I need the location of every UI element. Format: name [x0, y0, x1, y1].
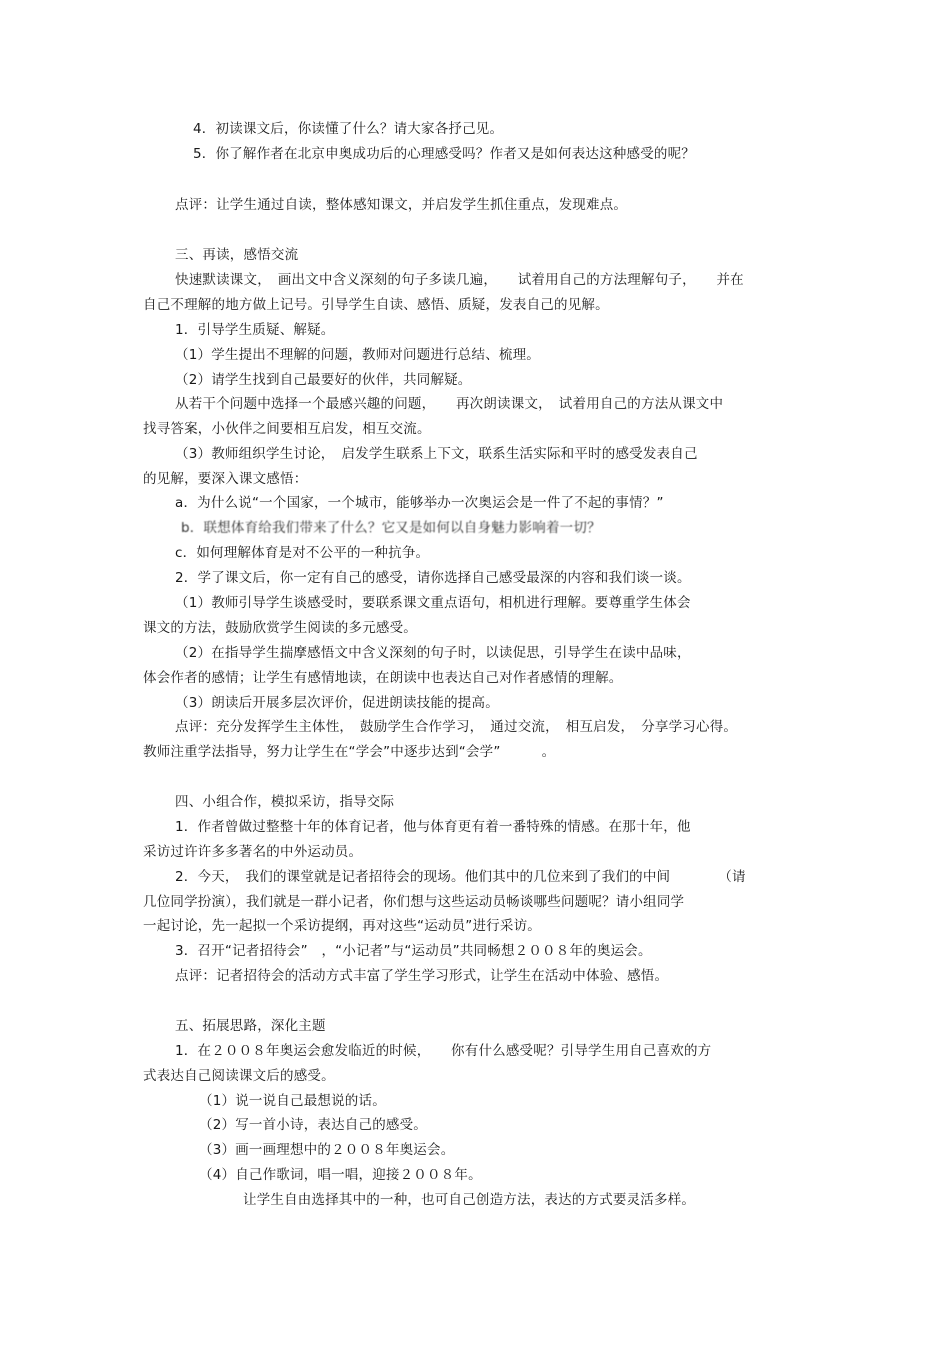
text-line: 2．今天， 我们的课堂就是记者招待会的现场。他们其中的几位来到了我们的中间 （请	[175, 869, 746, 885]
text-line: c．如何理解体育是对不公平的一种抗争。	[175, 545, 430, 561]
text-line: 一起讨论，先一起拟一个采访提纲，再对这些“运动员”进行采访。	[143, 918, 541, 934]
text-line: 2．学了课文后，你一定有自己的感受，请你选择自己感受最深的内容和我们谈一谈。	[175, 570, 691, 586]
text-line: 5．你了解作者在北京申奥成功后的心理感受吗？作者又是如何表达这种感受的呢？	[193, 146, 695, 162]
list-item: （3）画一画理想中的２００８年奥运会。	[199, 1142, 455, 1158]
text-line: （3）教师组织学生讨论， 启发学生联系上下文，联系生活实际和平时的感受发表自己	[175, 446, 698, 462]
text-line: a．为什么说“一个国家，一个城市，能够举办一次奥运会是一件了不起的事情？”	[175, 495, 664, 511]
text-line: 式表达自己阅读课文后的感受。	[143, 1068, 335, 1084]
comment-line: 点评：充分发挥学生主体性， 鼓励学生合作学习， 通过交流， 相互启发， 分享学习心得。	[175, 719, 738, 735]
text-line: 采访过许许多多著名的中外运动员。	[143, 844, 363, 860]
text-line: 找寻答案，小伙伴之间要相互启发，相互交流。	[143, 421, 431, 437]
text-line: （2）请学生找到自己最要好的伙伴，共同解疑。	[175, 372, 472, 388]
text-line: 从若干个问题中选择一个最感兴趣的问题， 再次朗读课文， 试着用自己的方法从课文中	[175, 396, 724, 412]
text-line: 1．作者曾做过整整十年的体育记者，他与体育更有着一番特殊的情感。在那十年，他	[175, 819, 691, 835]
text-line: 自己不理解的地方做上记号。引导学生自读、感悟、质疑，发表自己的见解。	[143, 297, 609, 313]
section-heading: 五、拓展思路，深化主题	[175, 1018, 326, 1034]
comment-line: 点评：记者招待会的活动方式丰富了学生学习形式，让学生在活动中体验、感悟。	[175, 968, 669, 984]
text-line: 体会作者的感情；让学生有感情地读，在朗读中也表达自己对作者感情的理解。	[143, 670, 623, 686]
text-line: 快速默读课文， 画出文中含义深刻的句子多读几遍， 试着用自己的方法理解句子， 并在	[175, 272, 744, 288]
text-line: （1）学生提出不理解的问题，教师对问题进行总结、梳理。	[175, 347, 540, 363]
text-line: 让学生自由选择其中的一种，也可自己创造方法，表达的方式要灵活多样。	[243, 1192, 696, 1208]
list-item: （1）说一说自己最想说的话。	[199, 1093, 386, 1109]
text-line: 3．召开“记者招待会” ，“小记者”与“运动员”共同畅想２００８年的奥运会。	[175, 943, 652, 959]
text-line: （2）在指导学生揣摩感悟文中含义深刻的句子时，以读促思，引导学生在读中品味，	[175, 645, 691, 661]
text-line: 的见解，要深入课文感悟：	[143, 471, 308, 487]
text-line: b．联想体育给我们带来了什么？它又是如何以自身魅力影响着一切？	[181, 520, 601, 536]
text-line: 课文的方法，鼓励欣赏学生阅读的多元感受。	[143, 620, 417, 636]
text-line: （3）朗读后开展多层次评价，促进朗读技能的提高。	[175, 695, 499, 711]
section-heading: 四、小组合作，模拟采访，指导交际	[175, 794, 395, 810]
text-line: 1．在２００８年奥运会愈发临近的时候， 你有什么感受呢？引导学生用自己喜欢的方	[175, 1043, 712, 1059]
text-line: 教师注重学法指导，努力让学生在“学会”中逐步达到“会学” 。	[143, 744, 556, 760]
list-item: （4）自己作歌词，唱一唱，迎接２００８年。	[199, 1167, 482, 1183]
text-line: （1）教师引导学生谈感受时，要联系课文重点语句，相机进行理解。要尊重学生体会	[175, 595, 691, 611]
list-item: （2）写一首小诗，表达自己的感受。	[199, 1117, 427, 1133]
text-line: 1．引导学生质疑、解疑。	[175, 322, 335, 338]
text-line: 4．初读课文后，你读懂了什么？请大家各抒己见。	[193, 121, 504, 137]
comment-line: 点评：让学生通过自读，整体感知课文，并启发学生抓住重点，发现难点。	[175, 197, 628, 213]
section-heading: 三、再读，感悟交流	[175, 247, 299, 263]
text-line: 几位同学扮演），我们就是一群小记者，你们想与这些运动员畅谈哪些问题呢？请小组同学	[143, 894, 685, 910]
